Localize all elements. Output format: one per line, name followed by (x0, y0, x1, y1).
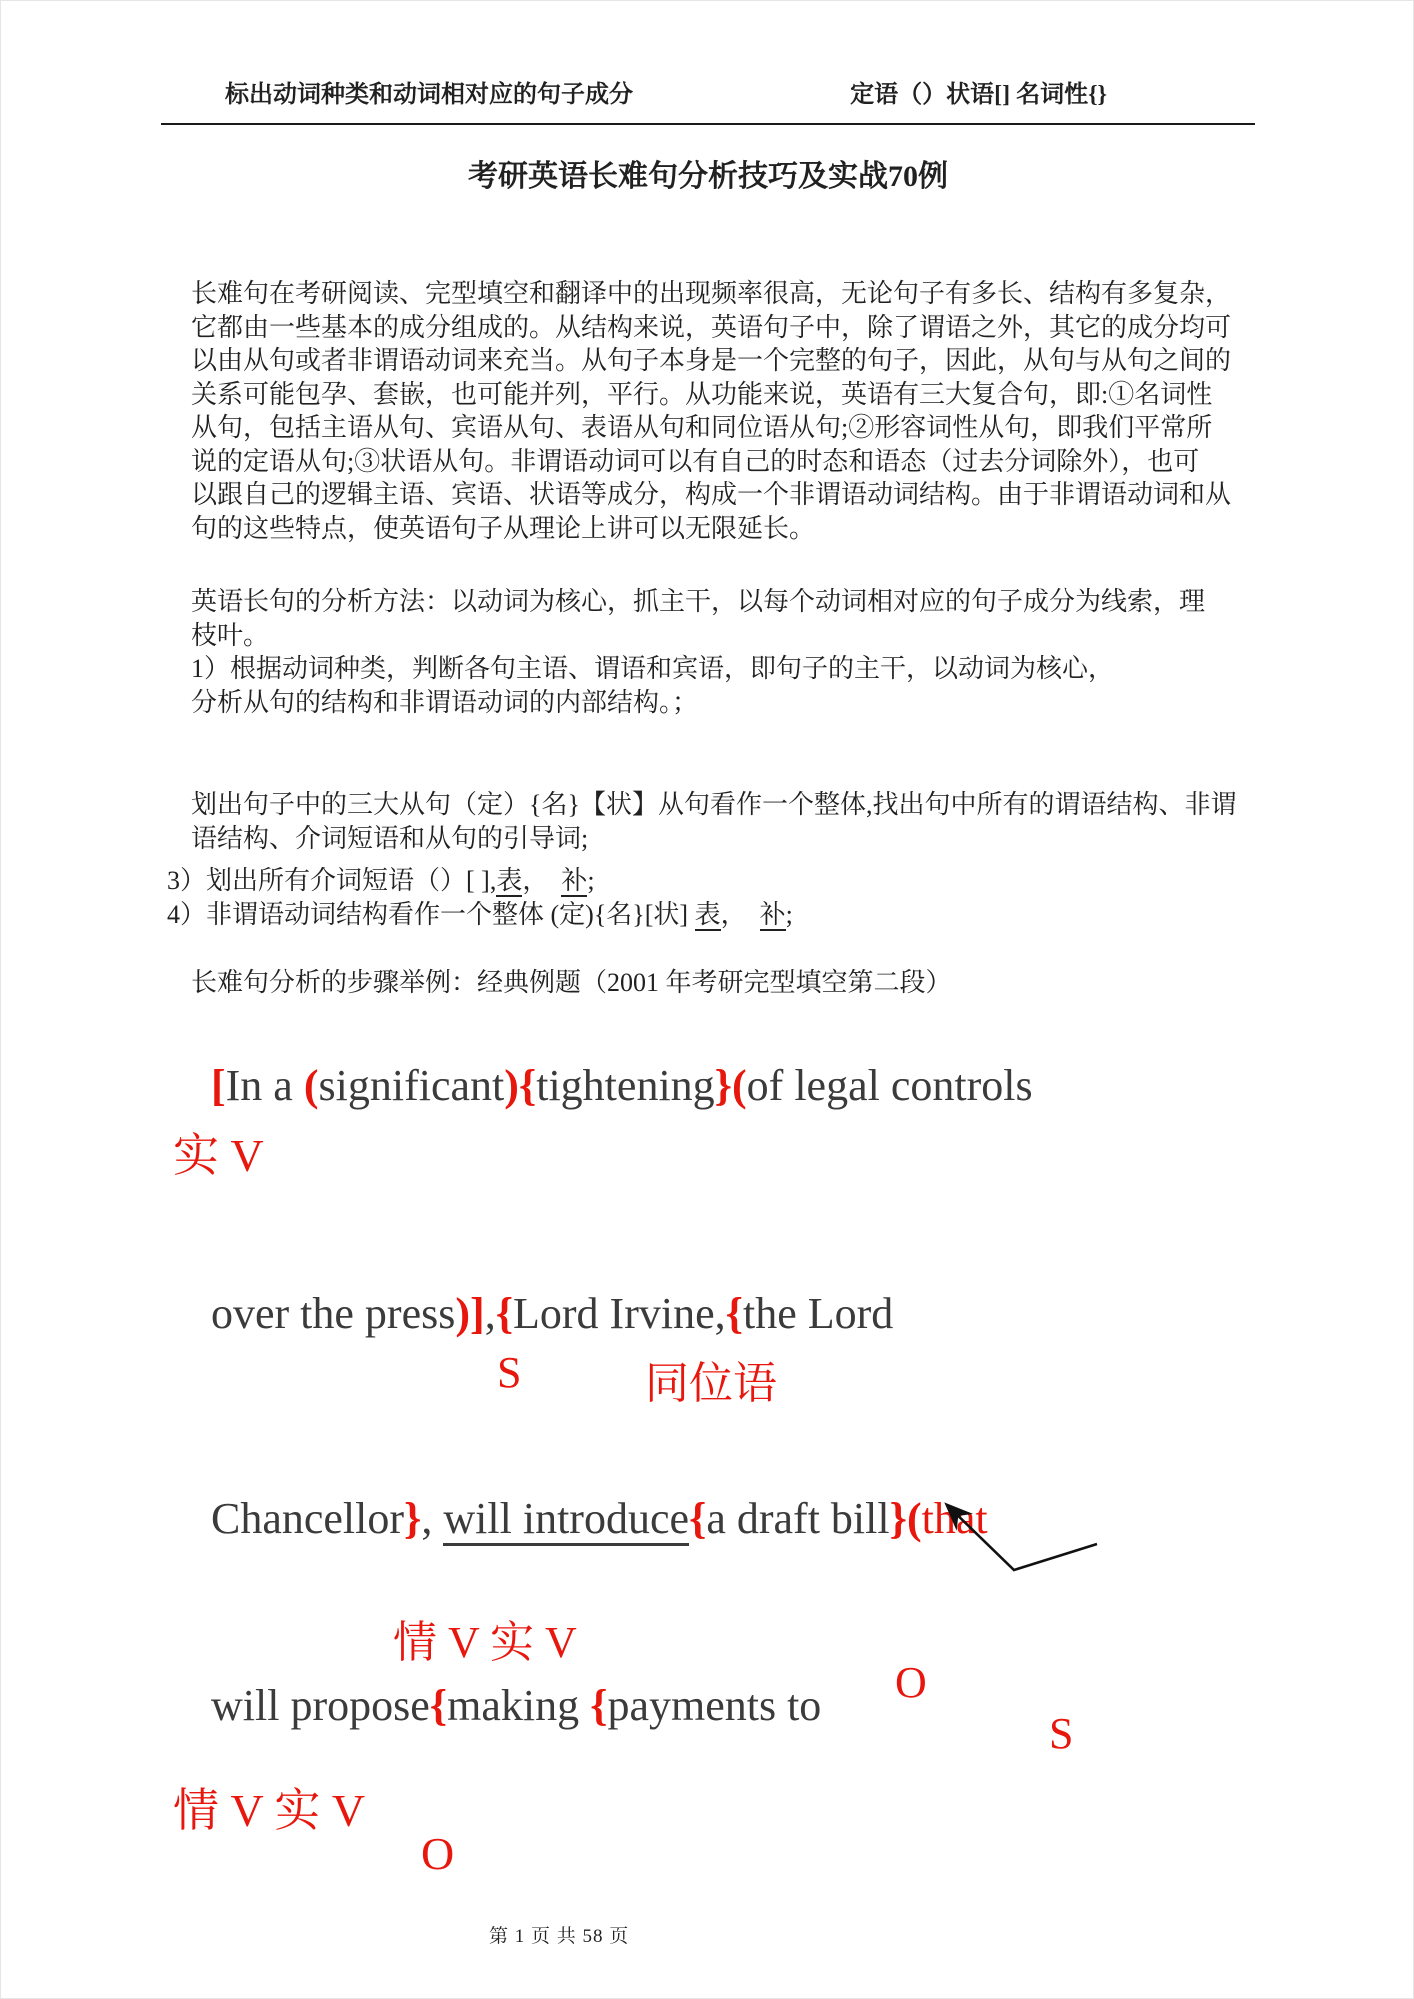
paren-close-mark: ) (504, 1061, 519, 1110)
paren-bracket-close-mark: )] (455, 1289, 485, 1338)
steps-paragraph (167, 788, 1257, 931)
page-title: 考研英语长难句分析技巧及实战70例 (468, 160, 948, 193)
step-3-underlined-bu: 补 (561, 866, 588, 895)
sentence-text: Lord Irvine, (513, 1289, 726, 1338)
header-right-label: 定语（）状语[] 名词性{} (850, 82, 1107, 108)
intro-line: 以跟自己的逻辑主语、宾语、状语等成分，构成一个非谓语动词结构。由于非谓语动词和从 (191, 480, 1232, 509)
page-number-footer: 第 1 页 共 58 页 (489, 1926, 630, 1947)
sentence-text: Chancellor (211, 1494, 405, 1543)
intro-line: 以由从句或者非谓语动词来充当。从句子本身是一个完整的句子，因此，从句与从句之间的 (191, 346, 1232, 375)
step-2-line-cont: 语结构、介词短语和从句的引导词; (191, 823, 589, 853)
example-label: 长难句分析的步骤举例：经典例题（2001 年考研完型填空第二段） (191, 968, 952, 997)
sentence-text: tightening (536, 1061, 715, 1110)
underlined-predicate: will introduce (443, 1494, 689, 1546)
annotation-object: O (895, 1658, 927, 1707)
brace-open-mark: { (429, 1681, 448, 1730)
annotation-row-subject-apposition (1, 1347, 1414, 1407)
step-4-underlined-biao: 表 (694, 899, 721, 929)
step-4-text: 4）非谓语动词结构看作一个整体 (定){名}[状] (167, 899, 695, 929)
method-step-1: 1）根据动词种类，判断各句主语、谓语和宾语，即句子的主干，以动词为核心， (191, 654, 1115, 683)
step-3-text: 3）划出所有介词短语（）[ ], (167, 866, 497, 895)
step-4-end: ; (785, 899, 793, 929)
brace-close-mark: } (714, 1061, 733, 1110)
brace-open-mark: { (725, 1289, 743, 1338)
method-line: 枝叶。 (191, 620, 270, 650)
brace-close-mark: } (889, 1494, 907, 1543)
step-3-underlined-biao: 表 (496, 866, 523, 895)
brace-open-mark: { (495, 1289, 514, 1338)
header-left-label: 标出动词种类和动词相对应的句子成分 (225, 82, 633, 108)
brace-open-mark: { (518, 1061, 537, 1110)
intro-paragraph (191, 277, 1257, 545)
sentence-text: making (447, 1681, 591, 1730)
step-2-line: 划出句子中的三大从句（定）{名}【状】从句看作一个整体,找出句中所有的谓语结构、非谓 (191, 790, 1237, 819)
sentence-text: a draft bill (706, 1494, 890, 1543)
step-4-separator: ， (720, 899, 760, 929)
paren-open-mark: ( (732, 1061, 747, 1110)
intro-line: 它都由一些基本的成分组成的。从结构来说，英语句子中，除了谓语之外，其它的成分均可 (191, 312, 1232, 342)
step-3-separator: ， (522, 866, 562, 895)
brace-open-mark: { (590, 1681, 608, 1730)
sentence-text: the Lord (742, 1289, 894, 1338)
intro-line: 关系可能包孕、套嵌，也可能并列，平行。从功能来说，英语有三大复合句，即:①名词性 (191, 379, 1213, 409)
step-4-underlined-bu: 补 (759, 899, 786, 929)
brace-close-mark: } (404, 1494, 422, 1543)
intro-line: 说的定语从句;③状语从句。非谓语动词可以有自己的时态和语态（过去分词除外），也可 (191, 446, 1200, 476)
sentence-text: In a (225, 1061, 304, 1110)
bracket-open-mark: [ (211, 1061, 226, 1110)
step-3-end: ; (587, 866, 595, 895)
method-paragraph (191, 585, 1257, 719)
sentence-text: payments to (607, 1681, 822, 1730)
annotation-shi-v: 实 V (173, 1130, 264, 1181)
paren-open-mark: ( (906, 1494, 922, 1543)
sentence-text: , (484, 1289, 496, 1338)
intro-line: 句的这些特点，使英语句子从理论上讲可以无限延长。 (191, 513, 816, 543)
annotation-qing-v-shi-v: 情 V 实 V (393, 1618, 577, 1667)
annotation-subject: S (1049, 1709, 1074, 1758)
annotation-object: O (421, 1828, 455, 1879)
annotation-apposition: 同位语 (645, 1359, 777, 1408)
sentence-text: of legal controls (746, 1061, 1033, 1110)
sentence-text: , (421, 1494, 444, 1543)
paren-open-mark: ( (303, 1061, 319, 1110)
step-4-line (167, 898, 1257, 932)
intro-line: 长难句在考研阅读、完型填空和翻译中的出现频率很高，无论句子有多长、结构有多复杂， (191, 279, 1232, 308)
intro-line: 从句，包括主语从句、宾语从句、表语从句和同位语从句;②形容词性从句，即我们平常所 (191, 413, 1213, 442)
brace-open-mark: { (689, 1494, 707, 1543)
sentence-text: over the press (211, 1289, 456, 1338)
annotation-subject: S (497, 1348, 522, 1397)
relative-pronoun-that: that (921, 1494, 988, 1543)
annotation-row-verbs-object (1, 1721, 1414, 1879)
page-header (161, 74, 1255, 125)
sentence-line-1 (167, 1009, 1033, 1162)
step-3-line (167, 864, 1257, 898)
sentence-text: significant (318, 1061, 505, 1110)
method-line: 英语长句的分析方法：以动词为核心，抓主干，以每个动词相对应的句子成分为线索，理 (191, 587, 1206, 616)
method-step-1-cont: 分析从句的结构和非谓语动词的内部结构。； (191, 687, 699, 717)
annotation-qing-v-shi-v: 情 V 实 V (173, 1785, 366, 1836)
sentence-text: will propose (211, 1681, 430, 1730)
